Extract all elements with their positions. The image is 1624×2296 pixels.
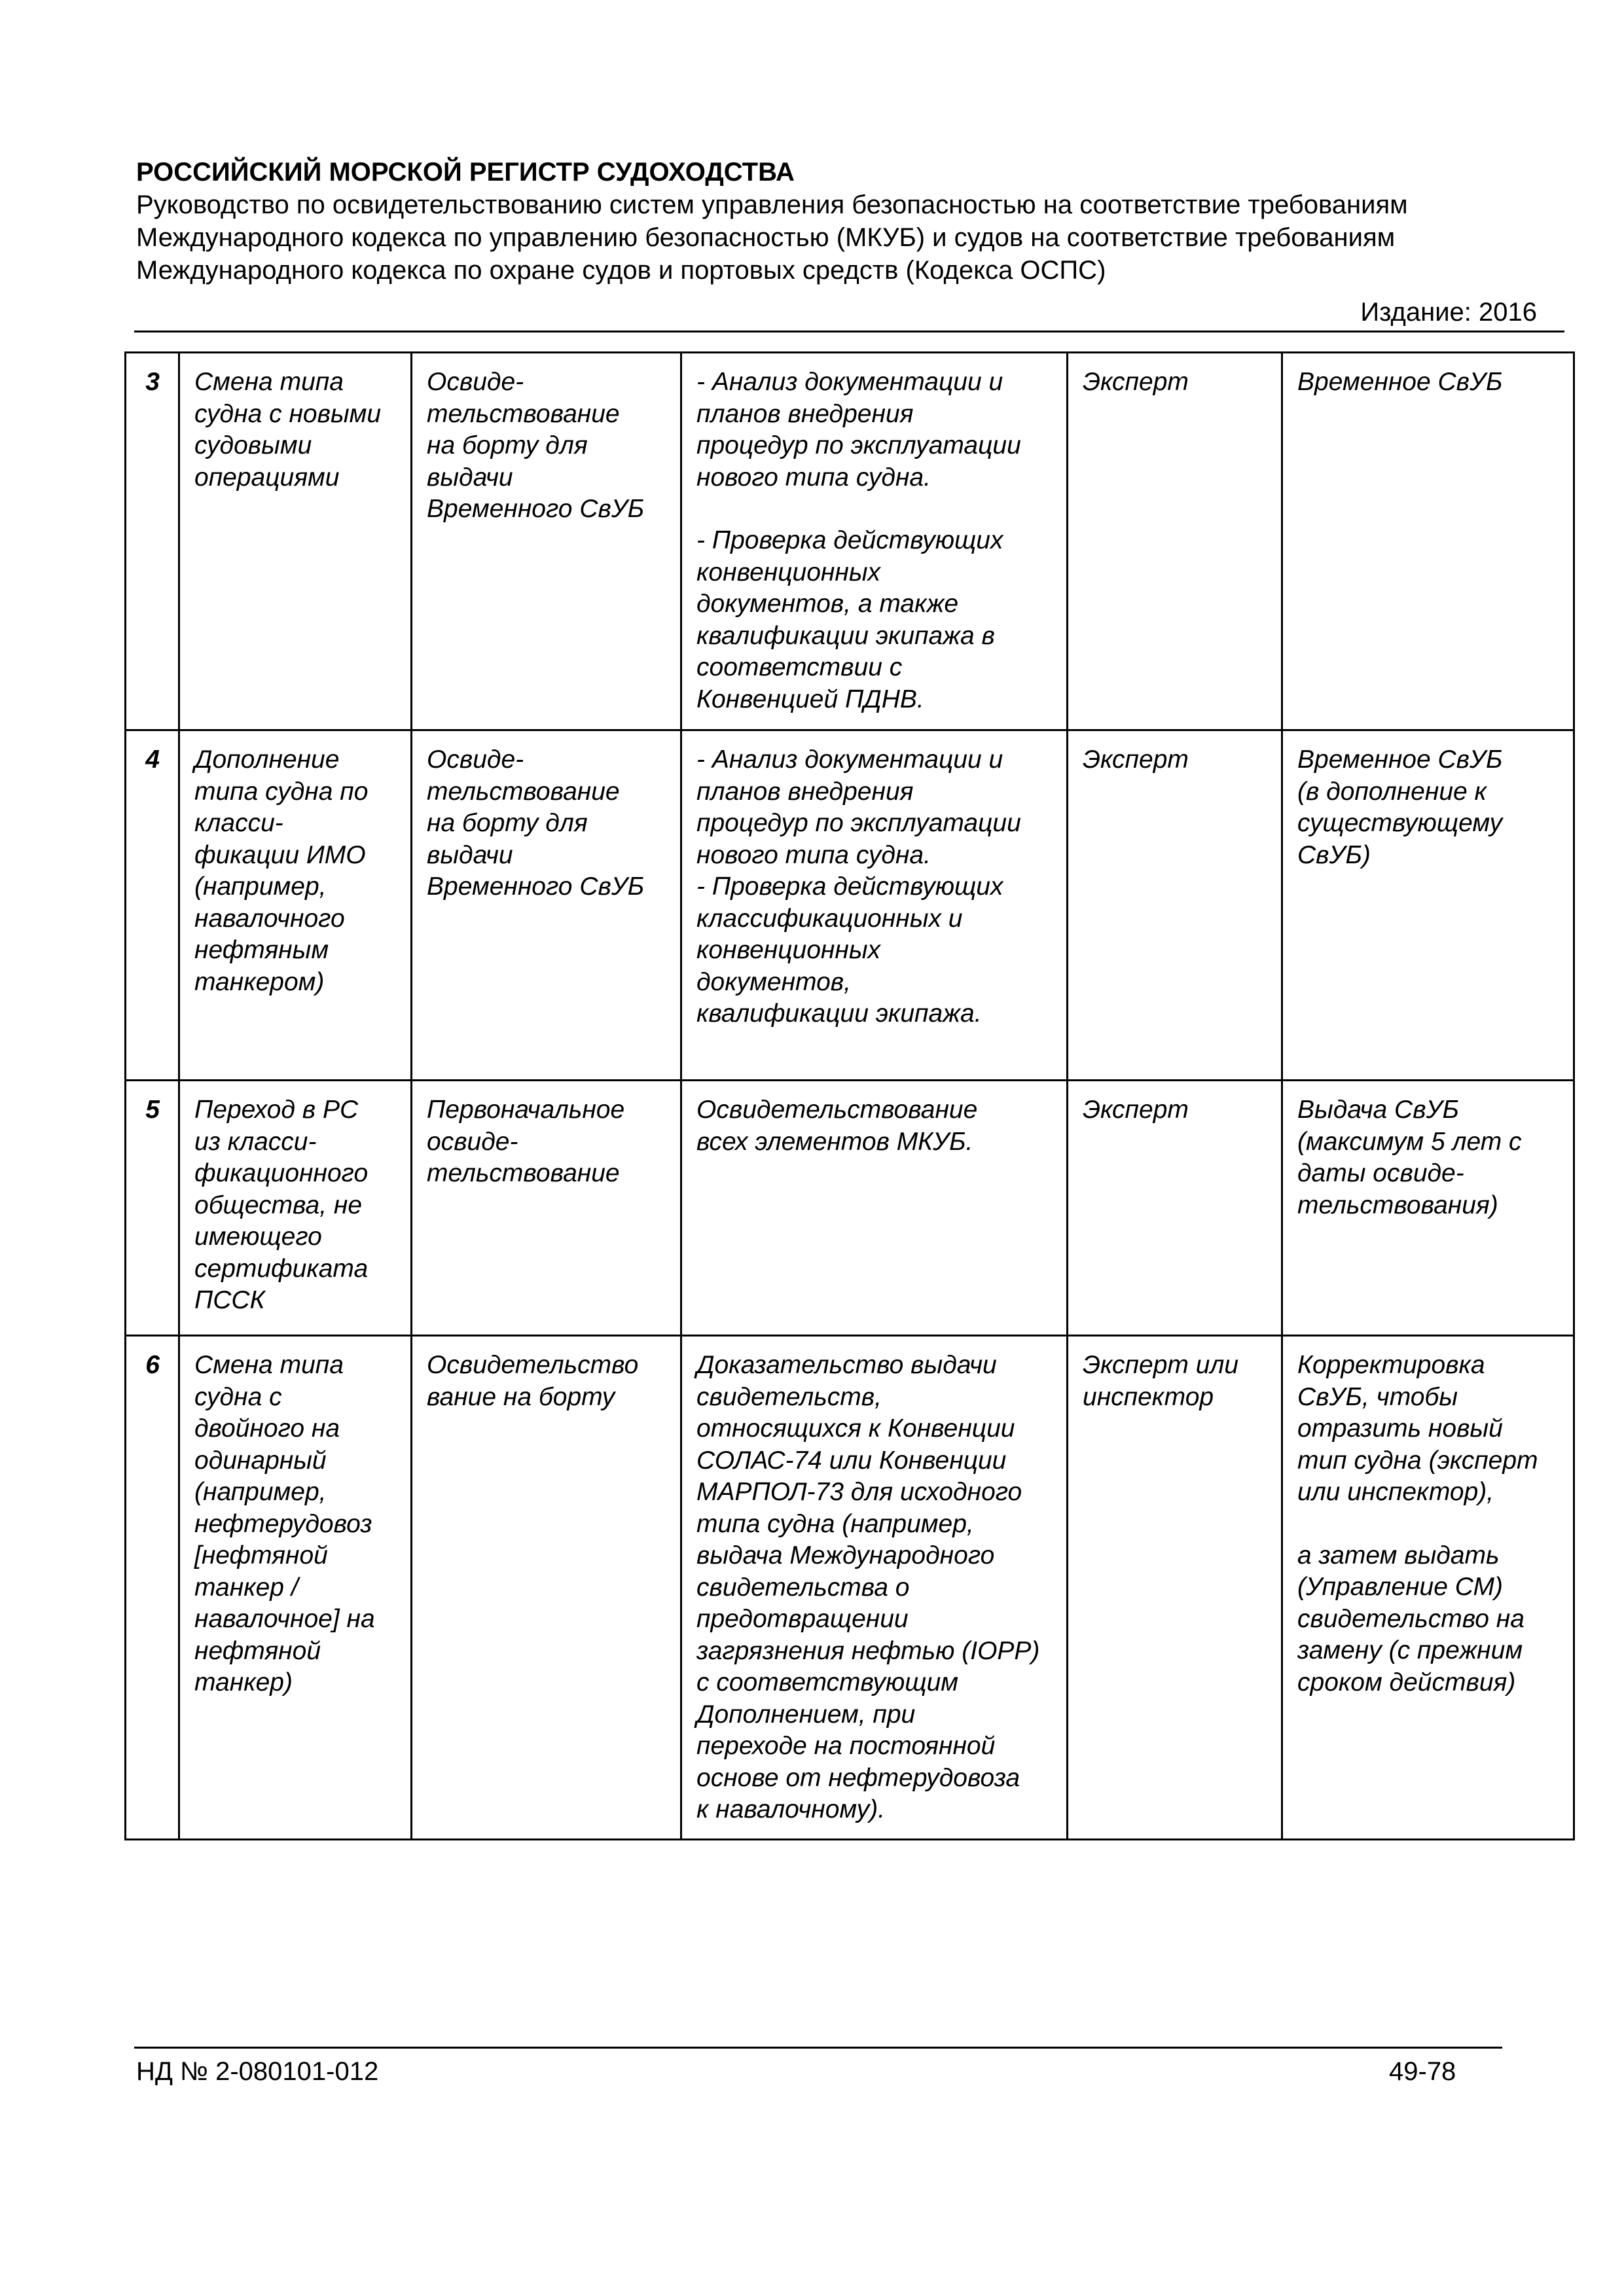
- cell-text-line: Эксперт: [1083, 1096, 1189, 1124]
- document-header: [136, 156, 1563, 287]
- cell-text-line: документов, а также: [696, 590, 959, 618]
- cell-text-line: - Анализ документации и: [696, 368, 1003, 396]
- cell-text-line: - Проверка действующих: [696, 526, 1003, 554]
- cell-text-line: фикационного: [194, 1159, 369, 1187]
- cell-result: [1282, 1081, 1574, 1336]
- cell-text-line: на борту для: [427, 809, 588, 837]
- cell-text-line: свидетельство на: [1297, 1604, 1525, 1633]
- cell-text-line: Освиде-: [427, 368, 524, 396]
- cell-text-line: освиде-: [427, 1127, 518, 1156]
- cell-text-line: СвУБ, чтобы: [1297, 1382, 1458, 1411]
- cell-text-line: планов внедрения: [696, 777, 914, 806]
- cell-text-line: Эксперт или: [1083, 1351, 1239, 1379]
- paragraph-gap: [1297, 1509, 1560, 1540]
- table-row: [126, 730, 1574, 1081]
- cell-text-line: выдача Международного: [696, 1541, 995, 1570]
- cell-text-line: судовыми: [194, 431, 312, 459]
- row-number: 5: [126, 1081, 179, 1336]
- cell-text-line: МАРПОЛ-73 для исходного: [696, 1478, 1022, 1506]
- cell-text-line: Первоначальное: [427, 1096, 625, 1124]
- cell-text-line: к навалочному).: [696, 1795, 886, 1823]
- subtitle-line: Руководство по освидетельствованию систем управления безопасностью на соответствие требованиям: [136, 190, 1408, 219]
- cell-text-line: (например,: [194, 872, 327, 901]
- cell-text-line: существующему: [1297, 809, 1503, 837]
- cell-text-line: тип судна (эксперт: [1297, 1446, 1538, 1475]
- cell-text-line: на борту для: [427, 431, 588, 459]
- cell-text-line: вание на борту: [427, 1382, 615, 1411]
- cell-text-line: процедур по эксплуатации: [696, 809, 1021, 837]
- cell-text-line: СОЛАС-74 или Конвенции: [696, 1446, 1007, 1475]
- cell-who: [1068, 1081, 1282, 1336]
- subtitle-line: Международного кодекса по управлению безопасностью (МКУБ) и судов на соответствие требованиям: [136, 223, 1396, 252]
- cell-text-line: переходе на постоянной: [696, 1732, 996, 1760]
- organization-title: РОССИЙСКИЙ МОРСКОЙ РЕГИСТР СУДОХОДСТВА: [136, 158, 795, 187]
- cell-text-line: или инспектор),: [1297, 1478, 1494, 1506]
- cell-action: [681, 353, 1068, 730]
- cell-text-line: навалочное] на: [194, 1605, 375, 1633]
- row-number: 3: [126, 353, 179, 730]
- cell-text-line: - Проверка действующих: [696, 872, 1003, 901]
- cell-text-line: Эксперт: [1083, 745, 1189, 774]
- cell-text-line: - Анализ документации и: [696, 745, 1003, 774]
- cell-text-line: конвенционных: [696, 936, 881, 964]
- cell-text-line: Освидетельство: [427, 1351, 639, 1379]
- cell-text-line: соответствии с: [696, 653, 903, 681]
- cell-text-line: типа судна (например,: [696, 1509, 974, 1538]
- cell-type: [412, 730, 681, 1081]
- cell-who: [1068, 353, 1282, 730]
- cell-text-line: Освиде-: [427, 745, 524, 774]
- cell-text-line: конвенционных: [696, 558, 881, 586]
- cell-text-line: нового типа судна.: [696, 840, 931, 869]
- cell-text-line: квалификации экипажа.: [696, 999, 982, 1028]
- cell-case: [179, 730, 412, 1081]
- cell-text-line: даты освиде-: [1297, 1159, 1464, 1187]
- cell-text-line: а затем выдать: [1297, 1541, 1500, 1570]
- edition-label: Издание: 2016: [1360, 298, 1537, 327]
- cell-text-line: тельствование: [427, 399, 620, 428]
- cell-text-line: тельствование: [427, 777, 620, 806]
- cell-text-line: (Управление СМ): [1297, 1573, 1503, 1601]
- cell-text-line: танкер): [194, 1668, 293, 1696]
- document-number: НД № 2-080101-012: [136, 2057, 379, 2086]
- cell-type: [412, 353, 681, 730]
- cell-case: [179, 1336, 412, 1840]
- cell-text-line: документов,: [696, 967, 851, 996]
- cell-text-line: Дополнением, при: [696, 1700, 916, 1729]
- cell-action: [681, 1336, 1068, 1840]
- cell-text-line: типа судна по: [194, 777, 369, 806]
- cell-text-line: инспектор: [1083, 1382, 1214, 1411]
- cell-text-line: Временного СвУБ: [427, 872, 645, 901]
- cell-text-line: из класси-: [194, 1127, 317, 1156]
- cell-result: [1282, 730, 1574, 1081]
- cell-action: [681, 730, 1068, 1081]
- cell-text-line: танкер /: [194, 1573, 298, 1602]
- cell-text-line: Временное СвУБ: [1297, 745, 1503, 774]
- footer-divider: [134, 2047, 1502, 2049]
- cell-text-line: Переход в РС: [194, 1096, 359, 1124]
- cell-text-line: Корректировка: [1297, 1351, 1485, 1379]
- cell-type: [412, 1336, 681, 1840]
- cell-text-line: Временного СвУБ: [427, 495, 645, 523]
- cell-text-line: фикации ИМО: [194, 840, 366, 869]
- cell-text-line: сроком действия): [1297, 1668, 1516, 1696]
- cell-text-line: предотвращении: [696, 1605, 909, 1633]
- paragraph-gap: [696, 493, 1053, 525]
- cell-text-line: свидетельств,: [696, 1382, 882, 1411]
- cell-text-line: относящихся к Конвенции: [696, 1414, 1015, 1443]
- cell-text-line: Доказательство выдачи: [696, 1351, 997, 1379]
- cell-text-line: нефтяным: [194, 936, 329, 964]
- cell-text-line: (максимум 5 лет с: [1297, 1127, 1522, 1156]
- cell-text-line: операциями: [194, 463, 340, 492]
- cell-text-line: тельствование: [427, 1159, 620, 1187]
- subtitle-line: Международного кодекса по охране судов и портовых средств (Кодекса ОСПС): [136, 256, 1106, 285]
- cell-text-line: судна с новыми: [194, 399, 382, 428]
- cell-text-line: Дополнение: [194, 745, 340, 774]
- cell-case: [179, 353, 412, 730]
- cell-result: [1282, 1336, 1574, 1840]
- cell-text-line: нефтерудовоз: [194, 1509, 372, 1538]
- cell-text-line: сертификата: [194, 1254, 369, 1283]
- cell-text-line: ПССК: [194, 1286, 265, 1314]
- cell-text-line: основе от нефтерудовоза: [696, 1763, 1020, 1792]
- cell-text-line: Смена типа: [194, 368, 344, 396]
- cell-text-line: Конвенцией ПДНВ.: [696, 685, 924, 713]
- cell-text-line: процедур по эксплуатации: [696, 431, 1021, 459]
- cell-text-line: нефтяной: [194, 1636, 321, 1665]
- cell-action: [681, 1081, 1068, 1336]
- cell-text-line: (в дополнение к: [1297, 777, 1487, 806]
- cell-text-line: классификационных и: [696, 904, 963, 933]
- cell-text-line: выдачи: [427, 463, 513, 492]
- cell-text-line: СвУБ): [1297, 840, 1371, 869]
- cell-type: [412, 1081, 681, 1336]
- procedures-table: [124, 351, 1575, 1840]
- header-divider: [134, 331, 1564, 332]
- cell-text-line: выдачи: [427, 840, 513, 869]
- cell-text-line: двойного на: [194, 1414, 340, 1443]
- cell-text-line: [нефтяной: [194, 1541, 328, 1570]
- cell-text-line: судна с: [194, 1382, 282, 1411]
- cell-text-line: Освидетельствование: [696, 1096, 978, 1124]
- table-row: [126, 1336, 1574, 1840]
- cell-case: [179, 1081, 412, 1336]
- cell-text-line: с соответствующим: [696, 1668, 958, 1696]
- cell-who: [1068, 1336, 1282, 1840]
- cell-text-line: навалочного: [194, 904, 345, 933]
- row-number: 4: [126, 730, 179, 1081]
- cell-result: [1282, 353, 1574, 730]
- cell-text-line: (например,: [194, 1478, 327, 1506]
- cell-text-line: тельствования): [1297, 1191, 1498, 1219]
- cell-text-line: класси-: [194, 809, 283, 837]
- cell-text-line: нового типа судна.: [696, 463, 931, 492]
- table-row: [126, 1081, 1574, 1336]
- cell-text-line: Смена типа: [194, 1351, 344, 1379]
- table-row: [126, 353, 1574, 730]
- cell-text-line: загрязнения нефтью (IOPP): [696, 1636, 1040, 1665]
- cell-text-line: планов внедрения: [696, 399, 914, 428]
- cell-text-line: отразить новый: [1297, 1414, 1503, 1443]
- cell-text-line: Выдача СвУБ: [1297, 1096, 1459, 1124]
- cell-text-line: имеющего: [194, 1223, 322, 1251]
- cell-text-line: одинарный: [194, 1446, 327, 1475]
- cell-text-line: квалификации экипажа в: [696, 621, 995, 650]
- cell-text-line: всех элементов МКУБ.: [696, 1127, 973, 1156]
- cell-text-line: замену (с прежним: [1297, 1636, 1523, 1664]
- cell-text-line: общества, не: [194, 1191, 363, 1219]
- row-number: 6: [126, 1336, 179, 1840]
- cell-text-line: Эксперт: [1083, 368, 1189, 396]
- cell-text-line: танкером): [194, 967, 325, 996]
- cell-who: [1068, 730, 1282, 1081]
- page-number: 49-78: [1389, 2057, 1456, 2086]
- cell-text-line: Временное СвУБ: [1297, 368, 1503, 396]
- cell-text-line: свидетельства о: [696, 1573, 910, 1602]
